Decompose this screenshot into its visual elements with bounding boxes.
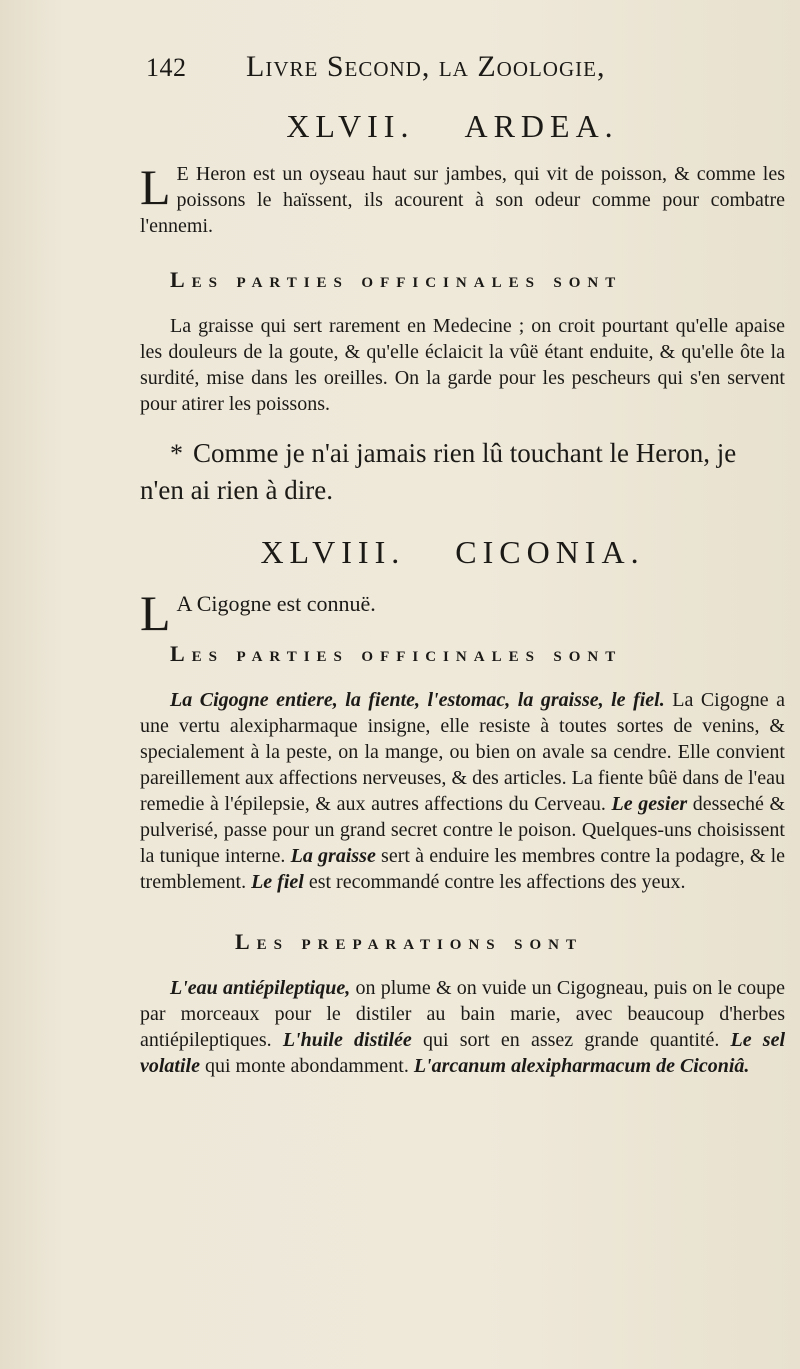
running-head [140, 50, 785, 98]
chapter-48-intro [140, 585, 785, 641]
chapter-48-body [140, 687, 785, 895]
body-text-1: La Cigogne a une vertu alexipharmaque insigne, elle resiste à toutes sortes de venins, & specialement à la peste, on la mange, ou bien on avale sa cendre. Elle convient pareillement aux affections nerveuses, & des articles. La fiente bûë dans de l'eau remedie à l'épilepsie, & aux autres affections du Cerveau. [140, 689, 785, 815]
page-number: 142 [146, 53, 187, 82]
body-italic-3: La graisse [290, 845, 376, 867]
chapter-47-note [140, 435, 785, 508]
prep-text-2: qui sort en assez grande quantité. [422, 1029, 720, 1051]
body-text-4: est recommandé contre les affections des yeux. [308, 871, 686, 893]
chapter-47-section-heading: Les parties officinales sont [170, 267, 623, 292]
chapter-47-heading [140, 108, 785, 145]
page-text-block [140, 50, 785, 1079]
prep-italic-2: L'huile distilée [282, 1029, 412, 1051]
body-italic-4: Le fiel [251, 871, 304, 893]
body-italic-1: La Cigogne entiere, la fiente, l'estomac, la graisse, le fiel. [170, 689, 665, 711]
chapter-47-number: XLVII. [286, 108, 415, 144]
chapter-48-name: CICONIA. [455, 534, 645, 570]
chapter-48-preparations-heading: Les preparations sont [235, 929, 583, 954]
body-text-2: desseché & pulverisé, passe pour un grand secret contre le poison. Quelques-uns choisissent la tunique interne. [140, 793, 786, 867]
chapter-47-body: La graisse qui sert rarement en Medecine ; on croit pourtant qu'elle apaise les douleurs de la goute, & qu'elle éclaicit la vûë étant enduite, & qu'elle ôte la surdité, mise dans les oreilles. On la garde pour les pescheurs qui s'en servent pour atirer les poissons. [140, 315, 785, 415]
running-title: Livre Second, la Zoologie, [246, 50, 606, 83]
prep-italic-4: L'arcanum alexipharmacum de Ciconiâ. [413, 1055, 750, 1077]
body-italic-2: Le gesier [611, 793, 688, 815]
dropcap: L [140, 159, 171, 215]
dropcap: L [140, 585, 171, 641]
chapter-48-preparations [140, 975, 785, 1079]
chapter-48-intro-text: A Cigogne est connuë. [176, 591, 376, 616]
prep-italic-3: Le sel volatile [140, 1029, 786, 1077]
chapter-48-section-heading: Les parties officinales sont [170, 641, 623, 666]
chapter-48-number: XLVIII. [260, 534, 406, 570]
chapter-47-note-text: Comme je n'ai jamais rien lû touchant le Heron, je n'en ai rien à dire. [140, 438, 737, 505]
prep-italic-1: L'eau antiépileptique, [170, 977, 351, 999]
chapter-48-heading [140, 534, 785, 571]
chapter-47-intro [140, 161, 785, 239]
prep-text-3: qui monte abondamment. [204, 1055, 409, 1077]
body-text-3: sert à enduire les membres contre la podagre, & le tremblement. [140, 845, 786, 893]
prep-text-1: on plume & on vuide un Cigogneau, puis on le coupe par morceaux pour le distiler au bain marie, avec beaucoup d'herbes antiépileptiques. [140, 977, 785, 1051]
chapter-47-name: ARDEA. [464, 108, 619, 144]
chapter-47-intro-text: E Heron est un oyseau haut sur jambes, qui vit de poisson, & comme les poissons le haïssent, ils acourent à son odeur comme pour combatre l'ennemi. [140, 163, 785, 237]
asterisk-mark: * [170, 439, 183, 468]
